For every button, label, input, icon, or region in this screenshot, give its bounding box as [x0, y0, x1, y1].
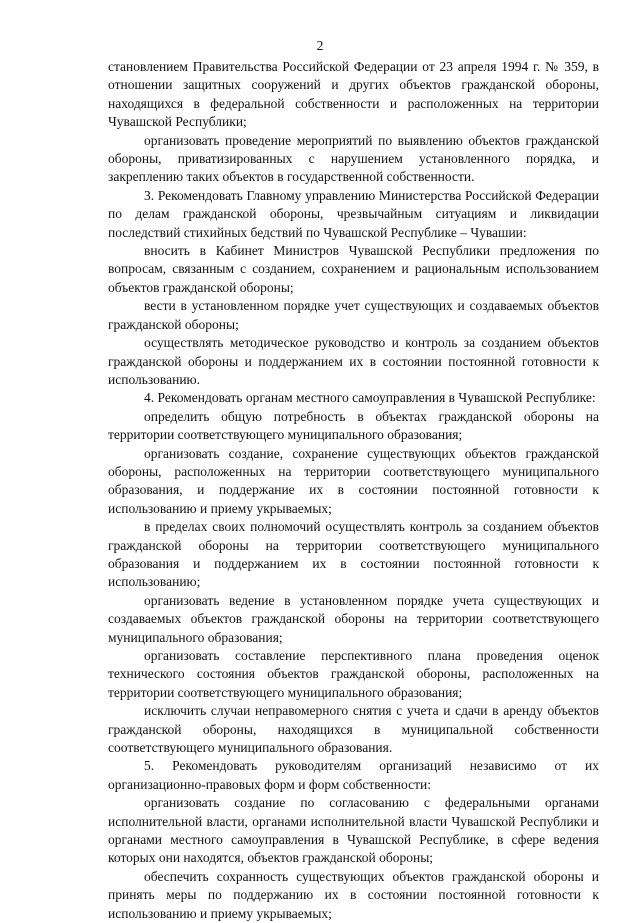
paragraph-item: обеспечить сохранность существующих объектов гражданской обороны и принять меры по поддержанию их в состоянии постоянной готовности к использованию и приему укрываемых; [108, 868, 599, 921]
paragraph-item: осуществлять методическое руководство и контроль за созданием объектов гражданской обороны и поддержанием их в состоянии постоянной готовности к использованию. [108, 335, 599, 387]
paragraph-item: 3. Рекомендовать Главному управлению Министерства Российской Федерации по делам гражданской обороны, чрезвычайным ситуациям и ликвидации последствий стихийных бедствий по Чувашской Республике – Чувашии: [108, 187, 599, 240]
paragraph-item: организовать создание по согласованию с федеральными органами исполнительной власти, органами исполнительной власти Чувашской Республики и органами местного самоуправления в Чувашской Республике, в сфере ведения которых они находятся, объектов гражданской обороны; [108, 795, 599, 866]
paragraph-item: вносить в Кабинет Министров Чувашской Республики предложения по вопросам, связанным с созданием, сохранением и рациональным использованием объектов гражданской обороны; [108, 243, 599, 295]
paragraph-item: организовать составление перспективного плана проведения оценок технического состояния объектов гражданской обороны, расположенных на территории соответствующего муниципального образования; [108, 648, 599, 700]
document-body [108, 58, 599, 923]
paragraph-item: 5. Рекомендовать руководителям организаций независимо от их организационно-правовых форм и форм собственности: [108, 758, 599, 792]
paragraph-item: исключить случаи неправомерного снятия с учета и сдачи в аренду объектов гражданской обороны, находящихся в муниципальной собственности соответствующего муниципального образования. [108, 703, 599, 756]
paragraph-item: в пределах своих полномочий осуществлять контроль за созданием объектов гражданской обороны на территории соответствующего муниципального образования и поддержанием их в состоянии постоянной готовности к использованию; [108, 519, 599, 590]
paragraph-item: организовать проведение мероприятий по выявлению объектов гражданской обороны, приватизированных с нарушением установленного порядка, и закреплению таких объектов в государственной собственности. [108, 132, 599, 185]
paragraph-item: организовать ведение в установленном порядке учета существующих и создаваемых объектов гражданской обороны на территории соответствующего муниципального образования; [108, 592, 599, 645]
paragraph-item: становлением Правительства Российской Федерации от 23 апреля 1994 г. № 359, в отношении защитных сооружений и других объектов гражданской обороны, находящихся в федеральной собственности и расположенных на территории Чувашской Республики; [108, 59, 599, 130]
paragraph-item: определить общую потребность в объектах гражданской обороны на территории соответствующего муниципального образования; [108, 408, 599, 443]
paragraph-item: вести в установленном порядке учет существующих и создаваемых объектов гражданской обороны; [108, 298, 599, 332]
paragraph-item: организовать создание, сохранение существующих объектов гражданской обороны, расположенных на территории соответствующего муниципального образования, и поддержание их в состоянии постоянной готовности к использованию и приему укрываемых; [108, 445, 599, 516]
page-number: 2 [316, 38, 324, 53]
paragraph-item: 4. Рекомендовать органам местного самоуправления в Чувашской Республике: [144, 390, 596, 406]
